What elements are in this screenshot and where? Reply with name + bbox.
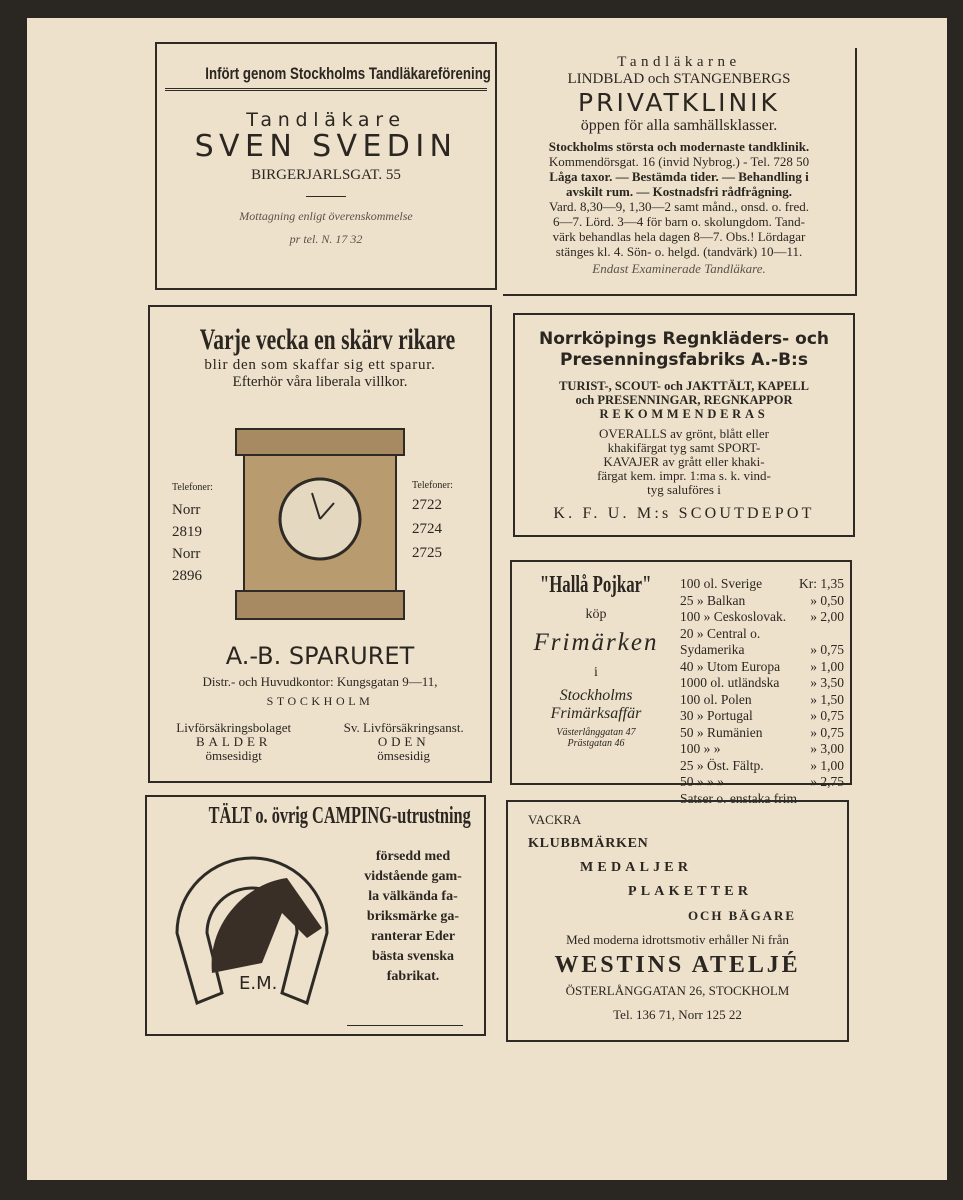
body-line: Stockholms största och modernaste tandklinik. — [548, 139, 810, 154]
body-line: KAVAJER av grått eller khaki- — [603, 454, 765, 469]
ad-title: Presenningsfabriks A.-B:s — [560, 350, 808, 370]
stamp-price: » 3,00 — [810, 741, 844, 756]
address: Distr.- och Huvudkontor: Kungsgatan 9—11, — [202, 674, 438, 689]
stamp-price: » 0,75 — [810, 642, 844, 657]
city: STOCKHOLM — [266, 694, 374, 708]
horseshoe-horse-logo — [167, 843, 337, 1017]
shop-name: Frimärksaffär — [550, 705, 642, 722]
phone: 2896 — [172, 568, 202, 584]
ad-title: Tandläkare — [246, 109, 406, 131]
body-line: försedd med — [375, 849, 451, 864]
ad-line: TURIST-, SCOUT- och JAKTTÄLT, KAPELL — [559, 379, 809, 393]
stamp-price: Kr: 1,35 — [799, 576, 844, 591]
body-line: Vard. 8,30—9, 1,30—2 samt månd., onsd. o. fred. — [549, 199, 809, 214]
ad-line: köp — [585, 607, 607, 622]
newspaper-page — [27, 18, 947, 1180]
ad-line: OCH BÄGARE — [688, 908, 796, 923]
stamp-item: 1000 ol. utländska — [680, 675, 780, 690]
body-line: ranterar Eder — [370, 929, 456, 944]
body-line: la välkända fa- — [368, 889, 458, 904]
address: Prästgatan 46 — [567, 738, 625, 749]
price-row — [680, 576, 844, 593]
phone: 2724 — [412, 521, 442, 537]
ad-sven-svedin — [155, 42, 497, 290]
clock-illustration — [234, 427, 406, 623]
ad-header: Infört genom Stockholms Tandläkareförening — [205, 64, 491, 83]
body-line: briksmärke ga- — [366, 909, 460, 924]
price-row — [680, 758, 844, 775]
phone: Tel. 136 71, Norr 125 22 — [613, 1007, 742, 1022]
price-row — [680, 692, 844, 709]
note: Mottagning enligt överenskommelse — [239, 209, 413, 223]
price-list — [680, 576, 844, 807]
price-row — [680, 593, 844, 610]
ad-talt — [145, 795, 486, 1036]
stamp-item: 100 ol. Sverige — [680, 576, 763, 591]
body-line: avskilt rum. — Kostnadsfri rådfrågning. — [565, 184, 793, 199]
stamp-price: » 0,50 — [810, 592, 844, 608]
ad-title: Norrköpings Regnkläders- och — [538, 329, 830, 349]
stamp-item: 50 » Rumänien — [680, 724, 763, 740]
ad-footer: K. F. U. M:s SCOUTDEPOT — [553, 505, 815, 522]
body-line: stänges kl. 4. Sön- o. helgd. (tandvärk) 10—11. — [555, 244, 803, 259]
ad-privatklinik — [503, 48, 857, 296]
stamp-item: 20 » Central o. — [680, 625, 761, 641]
ad-line: PLAKETTER — [628, 884, 753, 899]
stamp-item: 50 » » » — [680, 774, 724, 789]
ad-line: REKOMMENDERAS — [599, 407, 769, 421]
insurer-name: ODEN — [377, 734, 430, 749]
insurer-name: BALDER — [195, 734, 272, 749]
body-line: fabrikat. — [386, 969, 440, 984]
ad-norrkoping — [513, 313, 855, 537]
ad-word: Frimärken — [533, 629, 659, 656]
ad-line: MEDALJER — [580, 860, 693, 875]
price-row — [680, 675, 844, 692]
ad-sparuret — [148, 305, 492, 783]
ad-title: Varje vecka en skärv rikare — [199, 323, 456, 356]
ad-title: "Hallå Pojkar" — [540, 572, 652, 598]
phone-label: Telefoner: — [412, 480, 453, 491]
address: Västerlånggatan 47 — [556, 727, 636, 738]
stamp-price: » 0,75 — [810, 724, 844, 740]
logo-text: E.M. — [239, 973, 278, 994]
phone-label: Telefoner: — [172, 482, 213, 493]
phone: pr tel. N. 17 32 — [289, 232, 363, 246]
body-line: khakifärgat tyg samt SPORT- — [607, 440, 761, 455]
stamp-price: » 3,50 — [810, 675, 844, 690]
stamp-item: 25 » Öst. Fältp. — [680, 757, 764, 773]
price-row — [680, 774, 844, 791]
phone: 2725 — [412, 545, 442, 561]
price-row — [680, 741, 844, 758]
price-row — [680, 642, 844, 659]
stamp-item: Sydamerika — [680, 642, 745, 657]
stamp-item: 100 » » — [680, 741, 721, 756]
ad-line: blir den som skaffar sig ett sparur. — [204, 357, 436, 373]
body-line: OVERALLS av grönt, blått eller — [598, 426, 770, 441]
ad-line: Tandläkarne — [617, 54, 741, 70]
insurer-type: ömsesidigt — [205, 748, 262, 763]
ad-footer: Endast Examinerade Tandläkare. — [592, 261, 766, 276]
company-name: A.-B. SPARURET — [225, 642, 415, 670]
shop-name: Stockholms — [559, 687, 633, 704]
stamp-price: » 1,50 — [810, 691, 844, 707]
ad-line: KLUBBMÄRKEN — [528, 836, 649, 851]
stamp-price: » 1,00 — [810, 757, 844, 773]
stamp-price: » 0,75 — [810, 708, 844, 723]
ad-line: i — [594, 665, 598, 680]
price-list-footer: Satser o. enstaka frim — [680, 790, 797, 806]
insurer: Sv. Livförsäkringsanst. — [343, 720, 464, 735]
address: ÖSTERLÅNGGATAN 26, STOCKHOLM — [565, 983, 790, 998]
stamp-item: 25 » Balkan — [680, 592, 746, 608]
ad-line: Efterhör våra liberala villkor. — [232, 374, 408, 390]
price-row — [680, 725, 844, 742]
body-line: tyg saluföres i — [647, 482, 721, 497]
phone: 2722 — [412, 497, 442, 513]
price-row — [680, 626, 844, 643]
dentist-name: SVEN SVEDIN — [194, 129, 458, 164]
phone: Norr — [172, 546, 201, 562]
stamp-item: 100 » Ceskoslovak. — [680, 609, 787, 624]
ad-frimarken — [510, 560, 852, 806]
body-line: bästa svenska — [371, 949, 455, 964]
insurer-type: ömsesidig — [377, 748, 431, 763]
insurer: Livförsäkringsbolaget — [176, 720, 292, 735]
ad-title: TÄLT o. övrig CAMPING-utrustning — [208, 803, 471, 829]
body-line: Kommendörsgat. 16 (invid Nybrog.) - Tel. 728 50 — [548, 154, 810, 169]
phone: 2819 — [172, 524, 202, 540]
company-name: WESTINS ATELJÉ — [554, 952, 801, 978]
ad-line: LINDBLAD och STANGENBERGS — [567, 71, 791, 87]
body-line: vidstående gam- — [364, 869, 462, 884]
ad-subtitle: öppen för alla samhällsklasser. — [580, 117, 778, 134]
phone: Norr — [172, 502, 201, 518]
ad-line: VACKRA — [528, 812, 582, 827]
ad-line: och PRESENNINGAR, REGNKAPPOR — [575, 393, 793, 407]
body-line: färgat kem. impr. 1:ma s. k. vind- — [597, 468, 771, 483]
stamp-item: 100 ol. Polen — [680, 691, 752, 707]
stamp-item: 40 » Utom Europa — [680, 658, 781, 674]
body-line: 6—7. Lörd. 3—4 för barn o. skolungdom. Tand- — [553, 214, 805, 229]
ad-westins — [506, 800, 849, 1042]
ad-line: Med moderna idrottsmotiv erhåller Ni från — [566, 932, 789, 947]
ad-title: PRIVATKLINIK — [578, 88, 780, 117]
address: BIRGERJARLSGAT. 55 — [251, 167, 401, 183]
stamp-price: » 2,00 — [810, 609, 844, 624]
stamp-item: 30 » Portugal — [680, 708, 753, 723]
price-row — [680, 708, 844, 725]
stamp-price: » 2,75 — [810, 774, 844, 789]
body-line: värk behandlas hela dagen 8—7. Obs.! Lördagar — [552, 229, 806, 244]
price-row — [680, 609, 844, 626]
body-line: Låga taxor. — Bestämda tider. — Behandling i — [549, 169, 809, 184]
stamp-price: » 1,00 — [810, 658, 844, 674]
price-row — [680, 659, 844, 676]
